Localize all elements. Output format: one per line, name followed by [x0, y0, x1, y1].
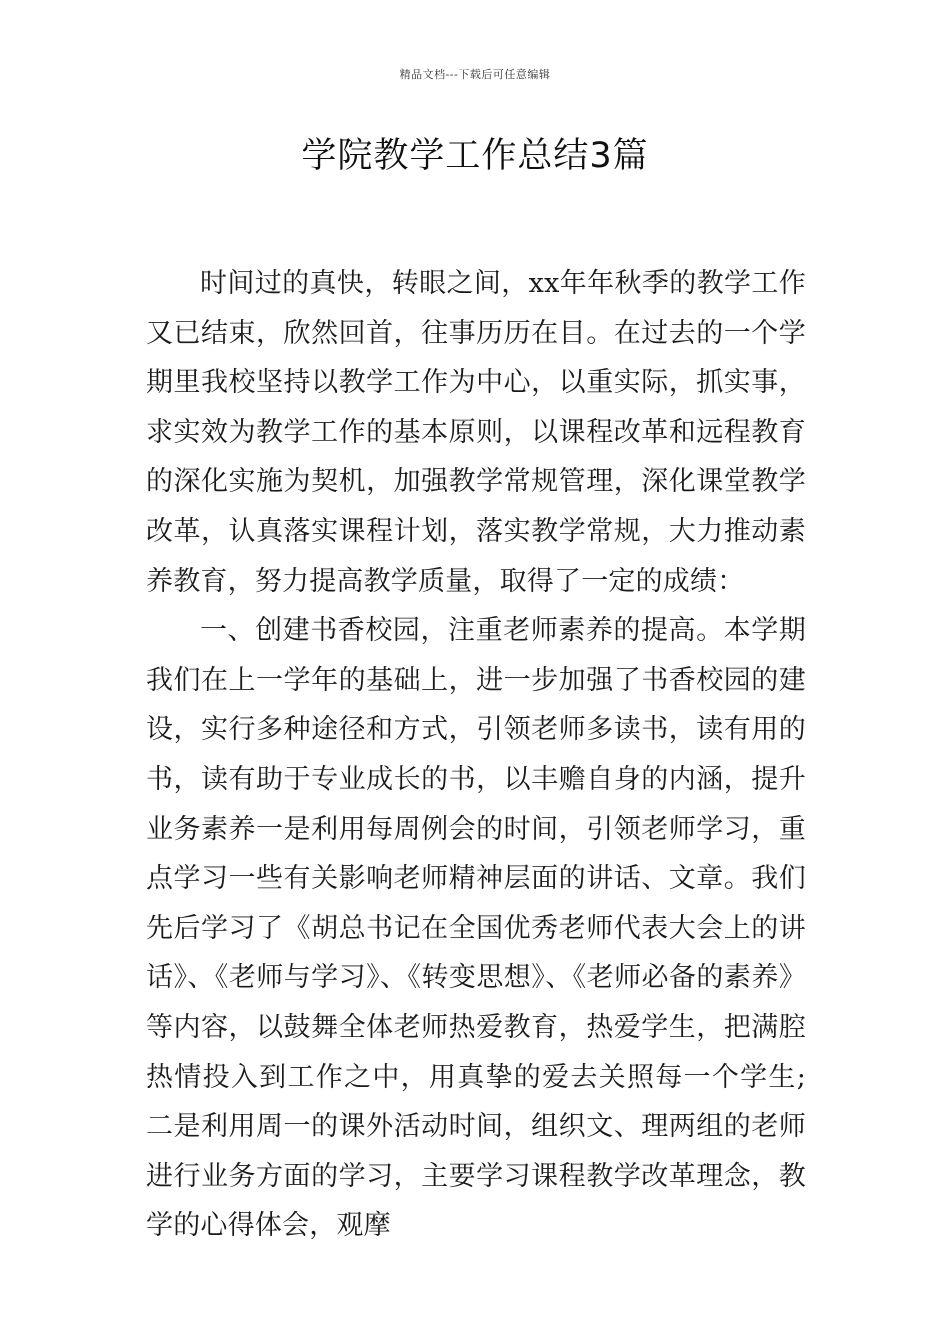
paragraph-section-one: 一、创建书香校园，注重老师素养的提高。本学期我们在上一学年的基础上，进一步加强了书香校园的建设，实行多种途径和方式，引领老师多读书，读有用的书，读有助于专业成长的书，以丰赡自身的内涵，提升业务素养一是利用每周例会的时间，引领老师学习，重点学习一些有关影响老师精神层面的讲话、文章。我们先后学习了《胡总书记在全国优秀老师代表大会上的讲话》、《老师与学习》、《转变思想》、《老师必备的素养》等内容，以鼓舞全体老师热爱教育，热爱学生，把满腔热情投入到工作之中，用真挚的爱去关照每一个学生;二是利用周一的课外活动时间，组织文、理两组的老师进行业务方面的学习，主要学习课程教学改革理念，教学的心得体会，观摩 [146, 615, 806, 1242]
header-note: 精品文档---下载后可任意编辑 [399, 68, 551, 81]
document-title: 学院教学工作总结3篇 [301, 136, 649, 176]
document-body [146, 259, 806, 1251]
paragraph-intro: 时间过的真快，转眼之间，xx年年秋季的教学工作又已结束，欣然回首，往事历历在目。在过去的一个学期里我校坚持以教学工作为中心，以重实际，抓实事，求实效为教学工作的基本原则，以课程改革和远程教育的深化实施为契机，加强教学常规管理，深化课堂教学改革，认真落实课程计划，落实教学常规，大力推动素养教育，努力提高教学质量，取得了一定的成绩： [146, 268, 806, 597]
